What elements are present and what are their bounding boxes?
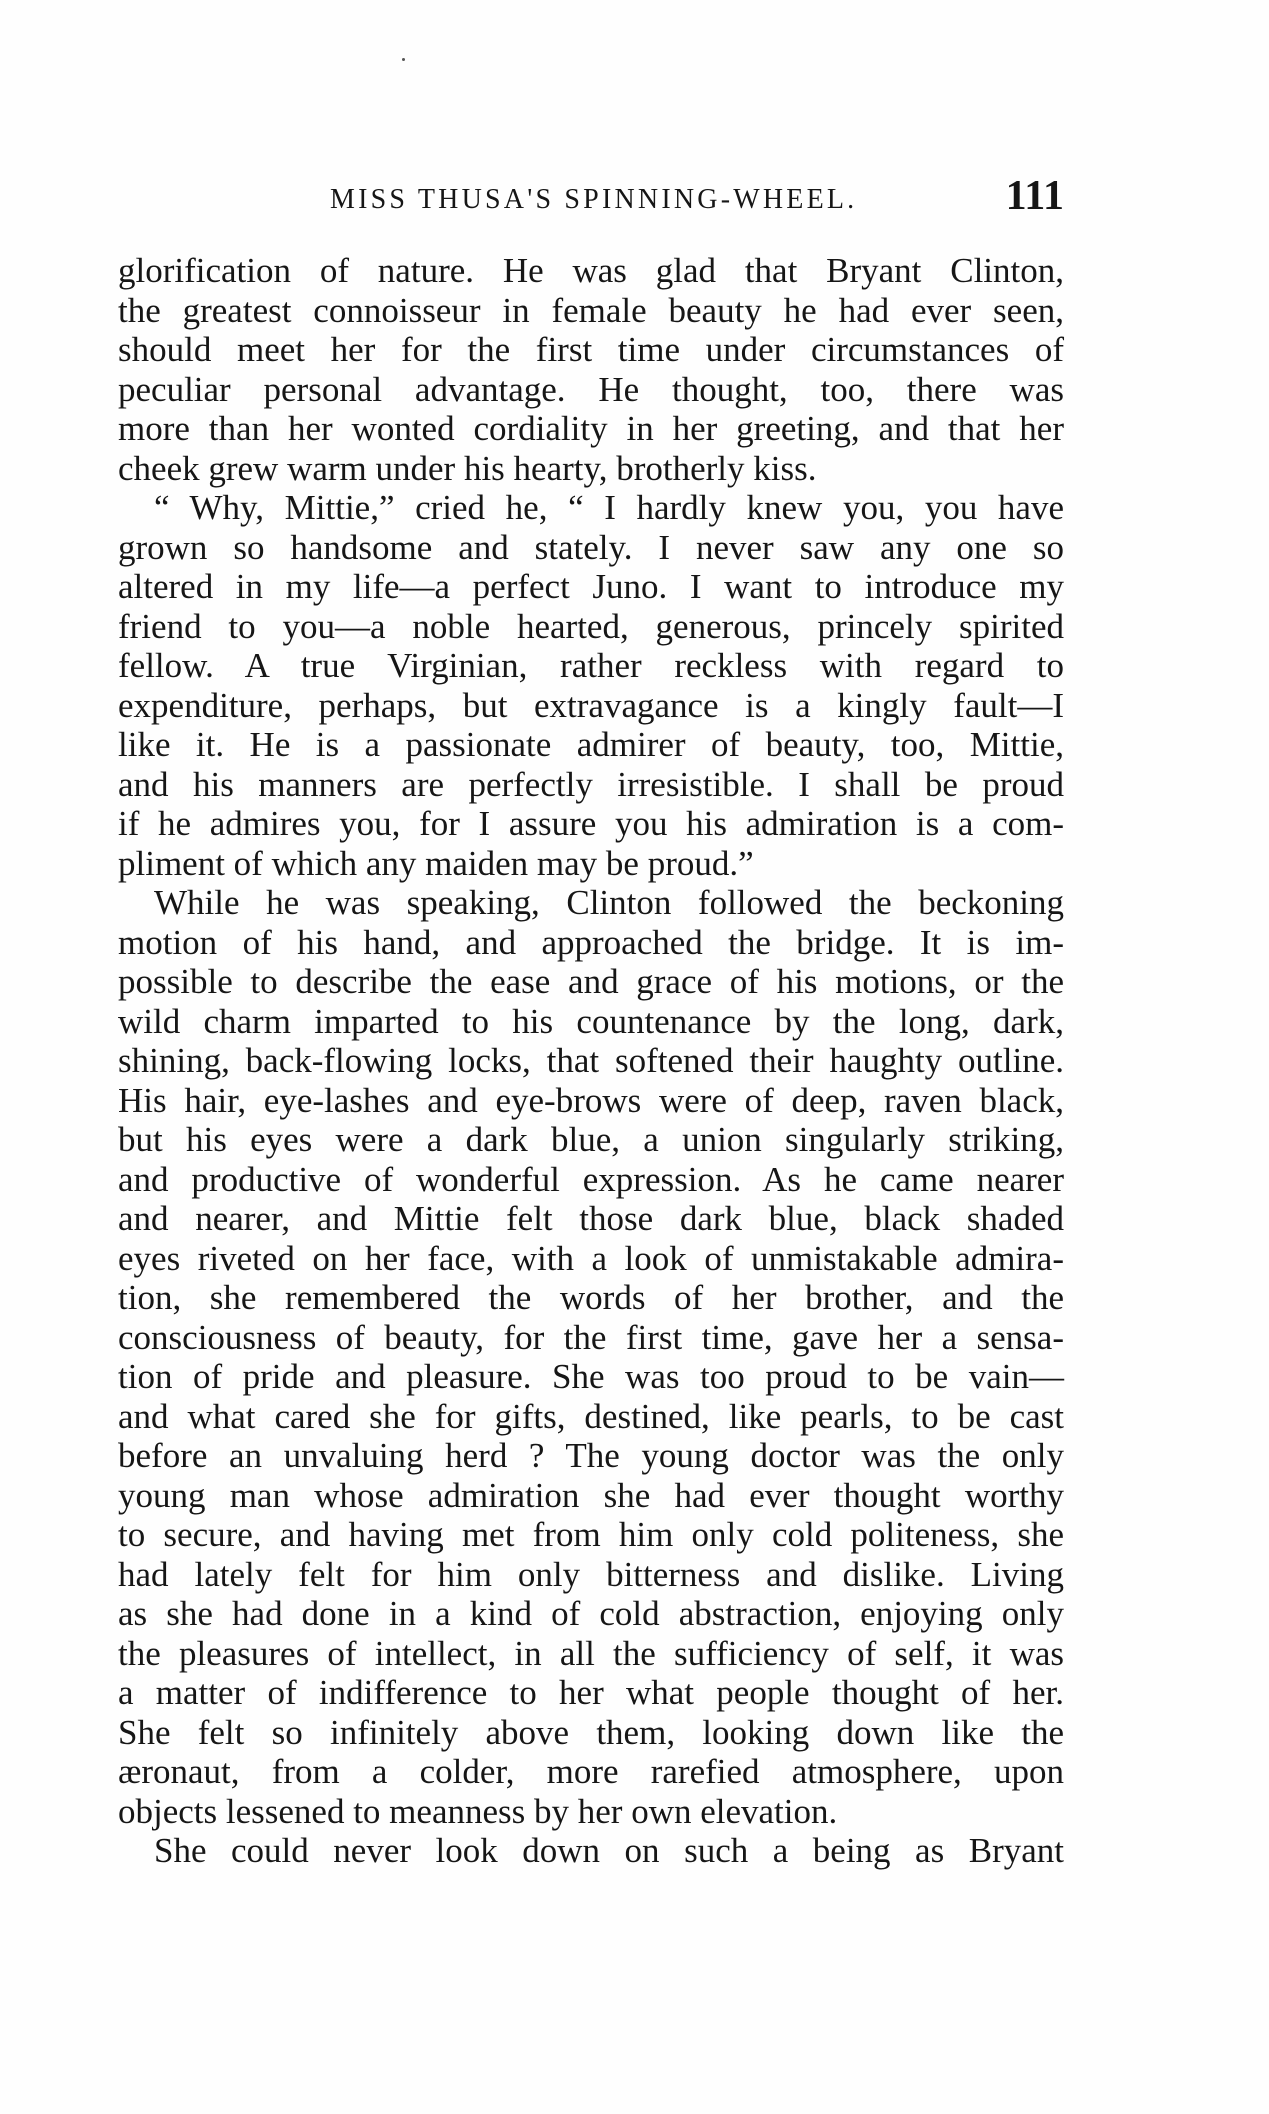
text-line: glorification of nature. He was glad that Bryant Clinton, [118, 251, 1064, 290]
text-line: While he was speaking, Clinton followed the beckoning [154, 883, 1064, 922]
text-line: the pleasures of intellect, in all the sufficiency of self, it was [118, 1633, 1064, 1673]
text-line: before an unvaluing herd ? The young doctor was the only [118, 1436, 1064, 1475]
text-line: æronaut, from a colder, more rarefied atmosphere, upon [118, 1752, 1064, 1791]
text-line: should meet her for the first time under circumstances of [118, 330, 1064, 369]
text-line: to secure, and having met from him only cold politeness, she [118, 1515, 1064, 1554]
text-line: a matter of indifference to her what people thought of her. [118, 1673, 1064, 1712]
page-number: 111 [1005, 173, 1064, 219]
page-speck [402, 58, 405, 61]
text-line: wild charm imparted to his countenance by the long, dark, [118, 1001, 1064, 1041]
text-line: tion of pride and pleasure. She was too proud to be vain— [118, 1357, 1064, 1396]
text-line: possible to describe the ease and grace of his motions, or the [118, 962, 1064, 1001]
text-line: consciousness of beauty, for the first time, gave her a sensa- [118, 1317, 1064, 1357]
text-line: and productive of wonderful expression. As he came nearer [118, 1159, 1064, 1199]
text-line: friend to you—a noble hearted, generous, princely spirited [118, 606, 1064, 646]
text-line: fellow. A true Virginian, rather reckless with regard to [118, 646, 1064, 685]
text-line: the greatest connoisseur in female beauty he had ever seen, [118, 290, 1064, 330]
text-line: His hair, eye-lashes and eye-brows were of deep, raven black, [118, 1080, 1064, 1120]
text-line: if he admires you, for I assure you his admiration is a com- [118, 804, 1064, 843]
body-text [118, 251, 1064, 1871]
text-line: pliment of which any maiden may be proud.” [118, 843, 754, 883]
text-line: like it. He is a passionate admirer of beauty, too, Mittie, [118, 725, 1064, 764]
text-line: and what cared she for gifts, destined, like pearls, to be cast [118, 1396, 1064, 1436]
text-line: cheek grew warm under his hearty, brotherly kiss. [118, 448, 817, 488]
text-line: peculiar personal advantage. He thought, too, there was [118, 369, 1064, 409]
text-line: motion of his hand, and approached the bridge. It is im- [118, 922, 1064, 962]
text-line: more than her wonted cordiality in her greeting, and that her [118, 409, 1064, 448]
text-line: eyes riveted on her face, with a look of unmistakable admira- [118, 1238, 1064, 1278]
text-line: expenditure, perhaps, but extravagance is a kingly fault—I [118, 685, 1064, 725]
text-line: grown so handsome and stately. I never saw any one so [118, 527, 1064, 567]
text-line: “ Why, Mittie,” cried he, “ I hardly knew you, you have [154, 488, 1064, 527]
running-head [118, 172, 1064, 224]
text-line: as she had done in a kind of cold abstraction, enjoying only [118, 1594, 1064, 1633]
text-line: tion, she remembered the words of her brother, and the [118, 1278, 1064, 1317]
text-line: shining, back-flowing locks, that softened their haughty outline. [118, 1041, 1064, 1080]
text-line: objects lessened to meanness by her own elevation. [118, 1791, 838, 1831]
text-line: and his manners are perfectly irresistible. I shall be proud [118, 764, 1064, 804]
text-line: She felt so infinitely above them, looking down like the [118, 1712, 1064, 1752]
text-line: and nearer, and Mittie felt those dark blue, black shaded [118, 1199, 1064, 1238]
text-line: young man whose admiration she had ever thought worthy [118, 1475, 1064, 1515]
text-line: She could never look down on such a being as Bryant [154, 1831, 1064, 1870]
running-title: MISS THUSA'S SPINNING-WHEEL. [330, 184, 858, 215]
text-line: altered in my life—a perfect Juno. I want to introduce my [118, 567, 1064, 606]
text-line: but his eyes were a dark blue, a union singularly striking, [118, 1120, 1064, 1159]
text-line: had lately felt for him only bitterness and dislike. Living [118, 1554, 1064, 1594]
